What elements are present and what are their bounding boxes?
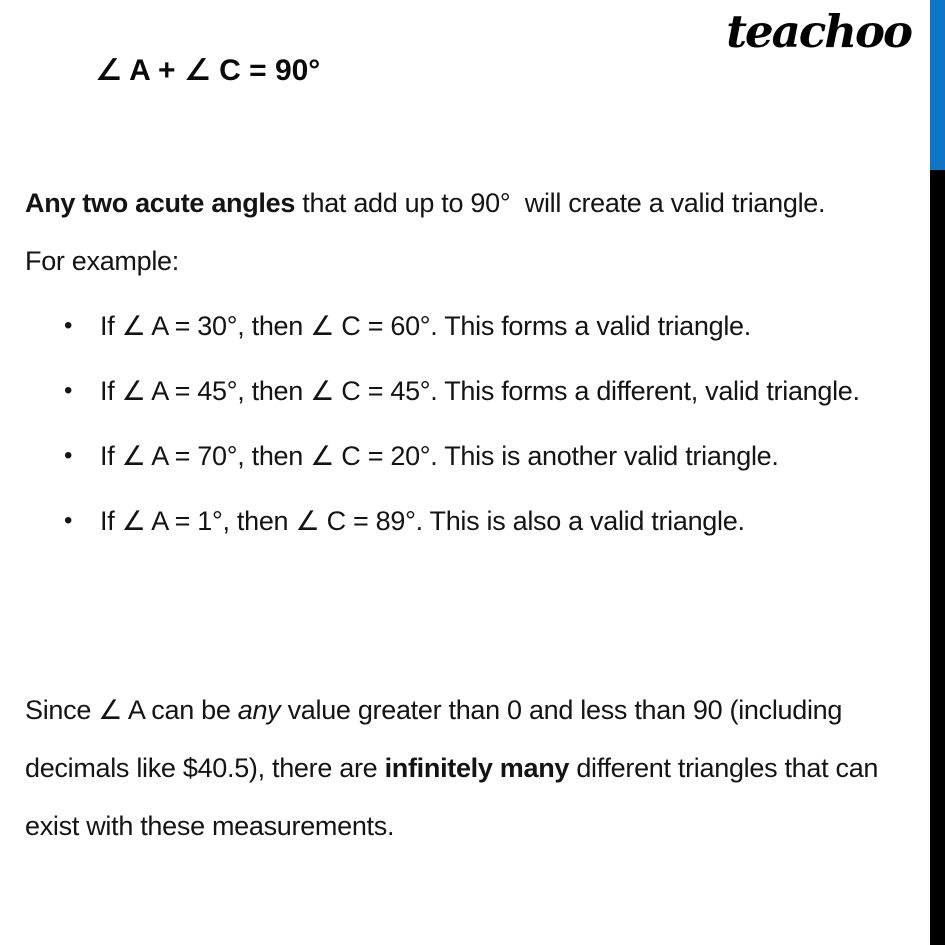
- list-item: [0, 362, 945, 420]
- list-item-text: If ∠ A = 45°, then ∠ C = 45°. This forms a different, valid triangle.: [100, 376, 860, 406]
- list-item-text: If ∠ A = 30°, then ∠ C = 60°. This forms a valid triangle.: [100, 311, 751, 341]
- list-item-text: If ∠ A = 70°, then ∠ C = 20°. This is another valid triangle.: [100, 441, 779, 471]
- teachoo-logo: teachoo: [726, 5, 911, 58]
- list-item: [0, 297, 945, 355]
- bullet-icon: •: [64, 312, 73, 339]
- list-item: [0, 427, 945, 485]
- equation-heading: ∠ A + ∠ C = 90°: [95, 54, 321, 87]
- examples-list: [0, 297, 945, 557]
- list-item: [0, 492, 945, 550]
- conclusion-paragraph: Since ∠ A can be any value greater than 0 and less than 90 (including decimals like $40.5), there are infinitely many different triangles that can exist with these measurements.: [25, 695, 879, 841]
- for-example-label: For example:: [25, 246, 179, 276]
- bullet-icon: •: [64, 507, 73, 534]
- bullet-icon: •: [64, 377, 73, 404]
- bullet-icon: •: [64, 442, 73, 469]
- list-item-text: If ∠ A = 1°, then ∠ C = 89°. This is also a valid triangle.: [100, 506, 745, 536]
- intro-paragraph: Any two acute angles that add up to 90° will create a valid triangle.: [25, 188, 826, 218]
- accent-bar-black: [930, 170, 945, 945]
- accent-bar-blue: [930, 0, 945, 170]
